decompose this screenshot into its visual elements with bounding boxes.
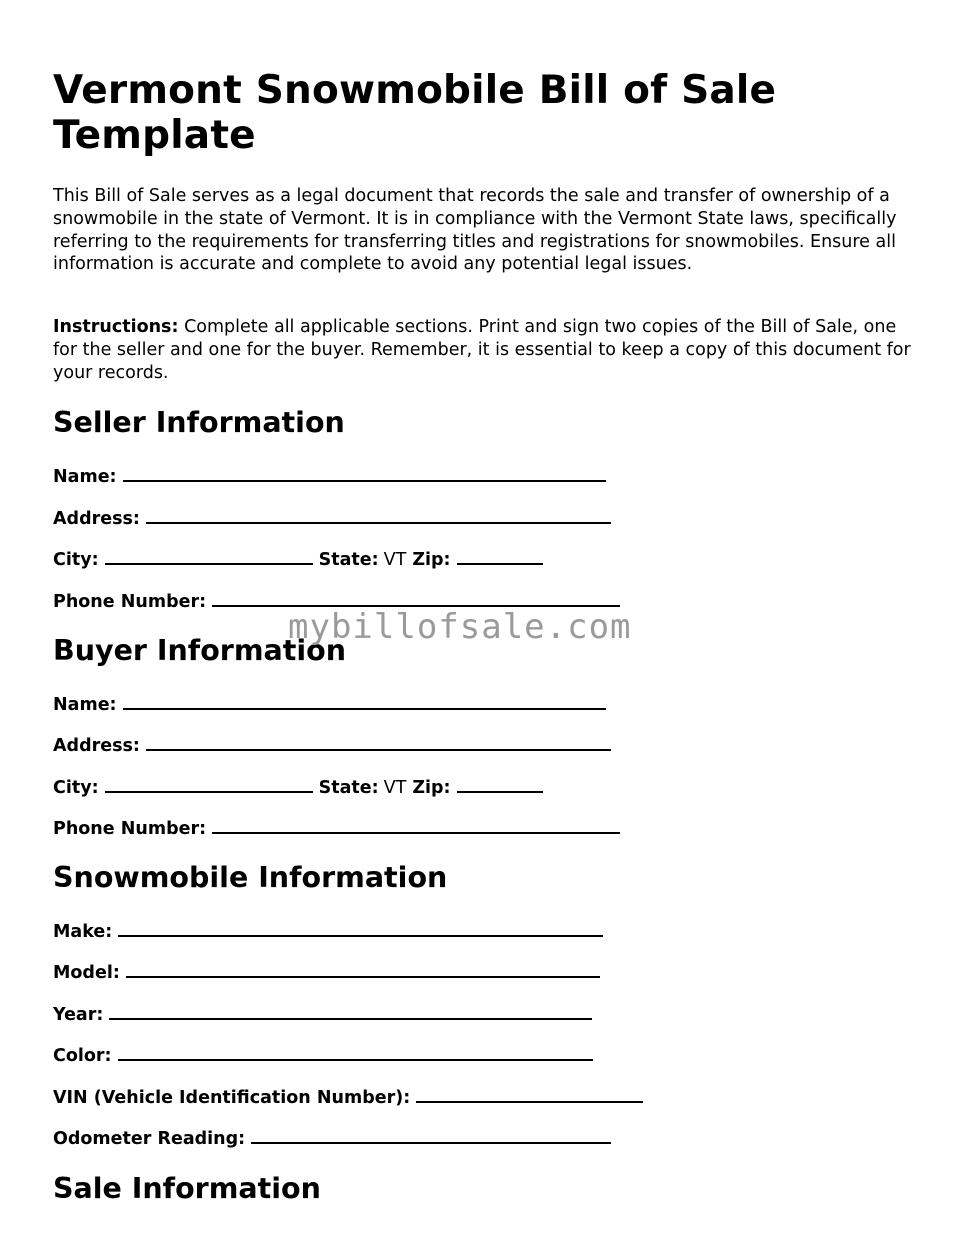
seller-name-input[interactable] [123,465,606,482]
make-input[interactable] [118,920,603,937]
seller-state-label: State: [318,550,379,570]
seller-phone-input[interactable] [212,590,620,607]
buyer-state-value: VT [383,778,407,798]
seller-city-field [53,548,543,571]
model-field [53,961,600,984]
seller-phone-label: Phone Number: [53,592,207,612]
buyer-zip-label: Zip: [412,778,451,798]
odometer-label: Odometer Reading: [53,1129,246,1149]
buyer-heading: Buyer Information [53,634,347,667]
seller-state-value: VT [383,550,407,570]
buyer-city-field [53,776,543,799]
buyer-address-input[interactable] [146,734,611,751]
instructions-label: Instructions: [53,317,179,337]
sale-heading: Sale Information [53,1172,321,1205]
seller-heading: Seller Information [53,406,345,439]
instructions-paragraph [53,316,913,384]
instructions-text: Complete all applicable sections. Print and sign two copies of the Bill of Sale, one for the seller and one for the buyer. Remember, it is essential to keep a copy of this document for your records. [53,317,911,383]
seller-zip-label: Zip: [412,550,451,570]
year-label: Year: [53,1005,104,1025]
buyer-address-field [53,734,611,757]
intro-paragraph: This Bill of Sale serves as a legal document that records the sale and transfer of ownership of a snowmobile in the state of Vermont. It is in compliance with the Vermont State laws, specifically referring to the requirements for transferring titles and registrations for snowmobiles. Ensure all information is accurate and complete to avoid any potential legal issues. [53,186,897,275]
buyer-city-label: City: [53,778,99,798]
model-label: Model: [53,963,120,983]
model-input[interactable] [126,961,600,978]
buyer-name-field [53,693,606,716]
page-title: Vermont Snowmobile Bill of Sale Template [53,68,777,158]
odometer-input[interactable] [251,1127,611,1144]
color-input[interactable] [118,1044,593,1061]
watermark: mybillofsale.com [288,607,632,647]
seller-address-input[interactable] [146,507,611,524]
year-field [53,1003,592,1026]
year-input[interactable] [109,1003,592,1020]
vin-field [53,1086,643,1109]
vin-label: VIN (Vehicle Identification Number): [53,1088,411,1108]
seller-address-field [53,507,611,530]
buyer-address-label: Address: [53,736,140,756]
make-field [53,920,603,943]
seller-address-label: Address: [53,509,140,529]
seller-city-input[interactable] [105,548,313,565]
make-label: Make: [53,922,113,942]
vin-input[interactable] [416,1086,643,1103]
buyer-phone-input[interactable] [212,817,620,834]
buyer-name-label: Name: [53,695,117,715]
buyer-name-input[interactable] [123,693,606,710]
color-label: Color: [53,1046,112,1066]
seller-name-field [53,465,606,488]
buyer-zip-input[interactable] [457,776,543,793]
buyer-state-label: State: [318,778,379,798]
seller-city-label: City: [53,550,99,570]
seller-zip-input[interactable] [457,548,543,565]
seller-name-label: Name: [53,467,117,487]
buyer-phone-field [53,817,620,840]
odometer-field [53,1127,611,1150]
buyer-phone-label: Phone Number: [53,819,207,839]
snowmobile-heading: Snowmobile Information [53,861,448,894]
buyer-city-input[interactable] [105,776,313,793]
color-field [53,1044,593,1067]
